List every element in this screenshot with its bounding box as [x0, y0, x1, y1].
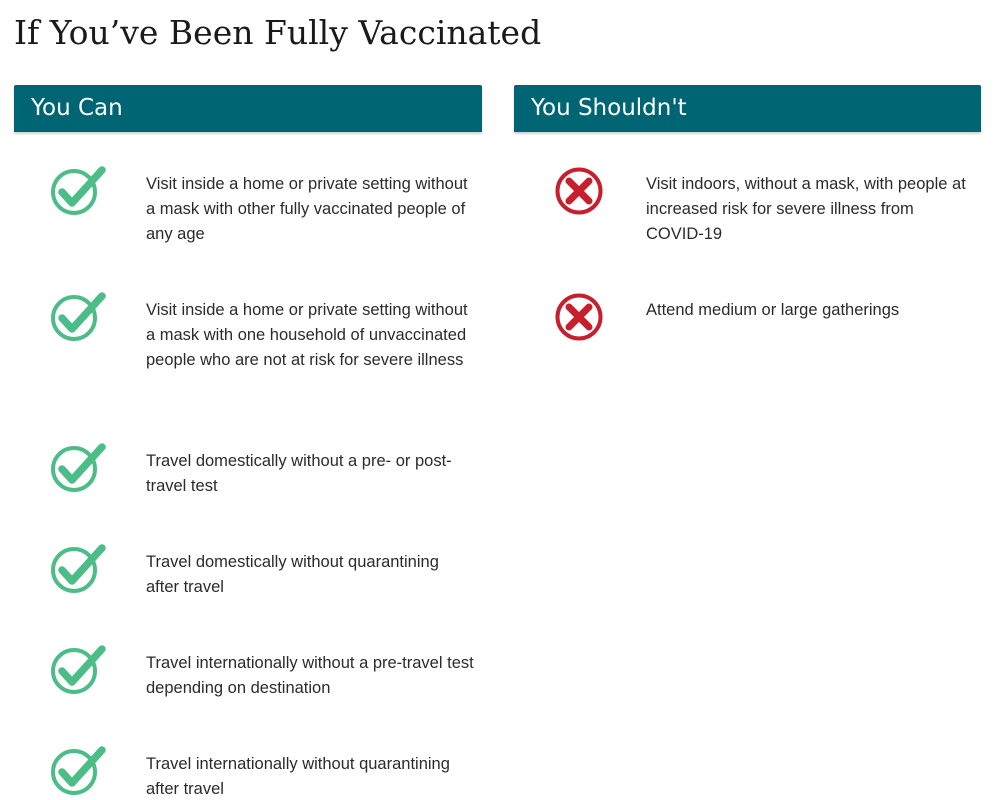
checkmark-circle-icon: [50, 746, 110, 796]
you-shouldnt-column: [514, 85, 981, 319]
checkmark-circle-icon: [50, 443, 110, 493]
x-circle-icon: [551, 292, 611, 342]
you-can-item-text: Travel domestically without a pre- or post-travel test: [146, 452, 452, 495]
checkmark-circle-icon: [50, 645, 110, 695]
you-shouldnt-header: You Shouldn't: [514, 85, 981, 132]
checkmark-circle-icon: [50, 166, 110, 216]
you-can-header: You Can: [14, 85, 482, 132]
checkmark-circle-icon: [50, 292, 110, 342]
x-circle-icon: [551, 166, 611, 216]
you-can-column: [14, 85, 482, 798]
checkmark-circle-icon: [50, 544, 110, 594]
you-can-item-text: Travel internationally without quarantining after travel: [146, 755, 450, 798]
you-can-item-text: Travel domestically without quarantining after travel: [146, 553, 439, 596]
you-can-item-text: Visit inside a home or private setting without a mask with other fully vaccinated people of any age: [146, 175, 468, 243]
page-title: If You’ve Been Fully Vaccinated: [14, 13, 542, 52]
you-shouldnt-item-text: Attend medium or large gatherings: [646, 301, 900, 319]
you-shouldnt-item-text: Visit indoors, without a mask, with people at increased risk for severe illness from COVID-19: [646, 175, 966, 243]
you-can-item-text: Visit inside a home or private setting without a mask with one household of unvaccinated people who are not at risk for severe illness: [146, 301, 468, 369]
you-can-item-text: Travel internationally without a pre-travel test depending on destination: [146, 654, 474, 697]
